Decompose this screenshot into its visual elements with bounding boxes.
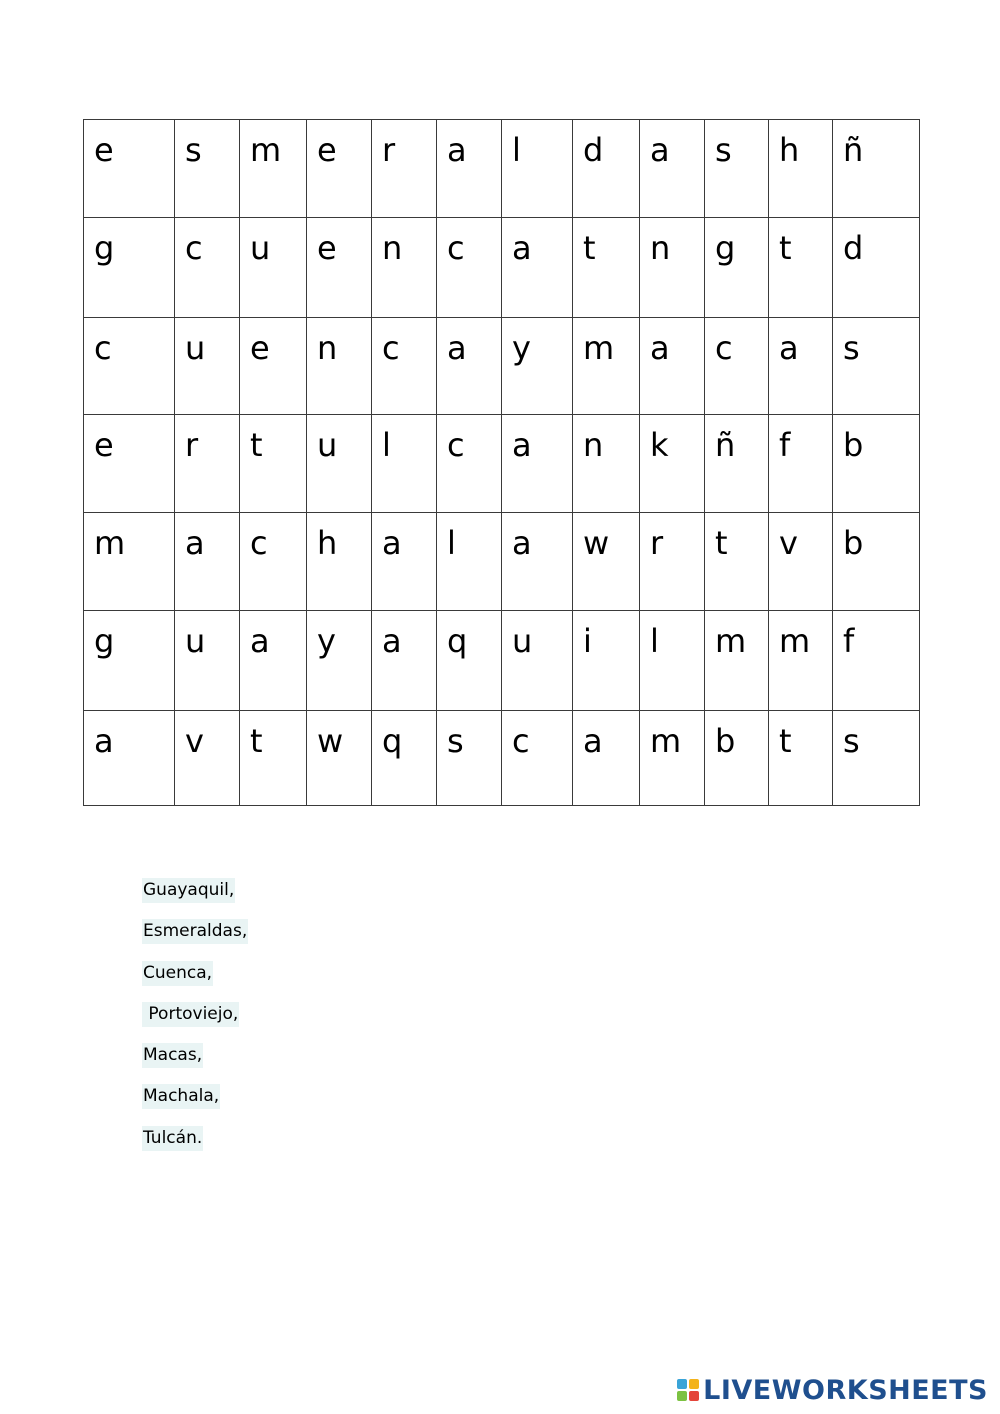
word-list-item: [142, 1126, 248, 1167]
grid-cell[interactable]: [769, 513, 833, 611]
word-label: Guayaquil,: [142, 878, 235, 903]
grid-letter: r: [382, 131, 396, 169]
grid-cell[interactable]: [240, 611, 307, 711]
word-label: Tulcán.: [142, 1126, 203, 1151]
grid-cell[interactable]: [705, 318, 769, 415]
word-list-item: [142, 878, 248, 919]
grid-letter: n: [382, 229, 403, 267]
grid-letter: b: [715, 722, 736, 760]
word-label: Macas,: [142, 1043, 203, 1068]
grid-letter: u: [185, 622, 206, 660]
mark-square: [677, 1391, 687, 1401]
grid-cell[interactable]: [240, 120, 307, 218]
grid-cell[interactable]: [372, 711, 437, 806]
grid-letter: m: [650, 722, 682, 760]
grid-letter: q: [382, 722, 403, 760]
grid-cell[interactable]: [437, 120, 502, 218]
grid-letter: c: [185, 229, 203, 267]
grid-cell[interactable]: [573, 513, 640, 611]
word-list: [142, 878, 248, 1167]
grid-cell[interactable]: [372, 415, 437, 513]
grid-letter: a: [185, 524, 205, 562]
grid-letter: r: [650, 524, 664, 562]
grid-cell[interactable]: [175, 415, 240, 513]
grid-letter: s: [843, 329, 860, 367]
grid-letter: b: [843, 426, 864, 464]
grid-letter: y: [317, 622, 336, 660]
grid-letter: c: [512, 722, 530, 760]
grid-cell[interactable]: [640, 513, 705, 611]
grid-cell[interactable]: [573, 120, 640, 218]
grid-cell[interactable]: [437, 513, 502, 611]
grid-letter: n: [317, 329, 338, 367]
grid-cell[interactable]: [705, 513, 769, 611]
grid-cell[interactable]: [437, 415, 502, 513]
grid-cell[interactable]: [502, 513, 573, 611]
grid-letter: a: [583, 722, 603, 760]
grid-row: [84, 218, 920, 318]
grid-cell[interactable]: [573, 415, 640, 513]
grid-letter: ñ: [843, 131, 864, 169]
grid-letter: d: [583, 131, 604, 169]
grid-cell[interactable]: [640, 218, 705, 318]
word-list-item: [142, 919, 248, 960]
grid-row: [84, 513, 920, 611]
grid-row: [84, 711, 920, 806]
grid-letter: e: [94, 131, 114, 169]
grid-cell[interactable]: [833, 120, 920, 218]
grid-cell[interactable]: [502, 318, 573, 415]
grid-cell[interactable]: [833, 513, 920, 611]
grid-cell[interactable]: [640, 318, 705, 415]
grid-letter: a: [382, 622, 402, 660]
grid-letter: c: [250, 524, 268, 562]
grid-letter: l: [650, 622, 659, 660]
word-label: Esmeraldas,: [142, 919, 248, 944]
grid-cell[interactable]: [307, 218, 372, 318]
grid-letter: u: [317, 426, 338, 464]
grid-cell[interactable]: [640, 711, 705, 806]
grid-letter: w: [583, 524, 610, 562]
mark-square: [689, 1379, 699, 1389]
grid-letter: ñ: [715, 426, 736, 464]
grid-letter: i: [583, 622, 592, 660]
word-list-item: [142, 1084, 248, 1125]
grid-letter: a: [650, 329, 670, 367]
grid-cell[interactable]: [240, 415, 307, 513]
grid-cell[interactable]: [437, 318, 502, 415]
grid-cell[interactable]: [175, 711, 240, 806]
word-list-item: [142, 961, 248, 1002]
grid-letter: e: [94, 426, 114, 464]
grid-letter: e: [250, 329, 270, 367]
grid-body: [84, 120, 920, 806]
grid-letter: c: [715, 329, 733, 367]
grid-letter: m: [779, 622, 811, 660]
grid-cell[interactable]: [437, 218, 502, 318]
grid-cell[interactable]: [307, 318, 372, 415]
grid-row: [84, 415, 920, 513]
grid-cell[interactable]: [175, 513, 240, 611]
grid-cell[interactable]: [769, 611, 833, 711]
grid-cell[interactable]: [705, 611, 769, 711]
grid-letter: r: [185, 426, 199, 464]
grid-letter: q: [447, 622, 468, 660]
word-search-grid: [83, 119, 920, 806]
grid-cell[interactable]: [705, 218, 769, 318]
grid-cell[interactable]: [573, 318, 640, 415]
grid-letter: a: [512, 229, 532, 267]
grid-cell[interactable]: [502, 415, 573, 513]
grid-cell[interactable]: [769, 218, 833, 318]
word-list-item: [142, 1002, 248, 1043]
grid-cell[interactable]: [573, 611, 640, 711]
grid-letter: a: [94, 722, 114, 760]
grid-cell[interactable]: [769, 415, 833, 513]
grid-letter: d: [843, 229, 864, 267]
grid-cell[interactable]: [833, 415, 920, 513]
grid-letter: g: [715, 229, 736, 267]
grid-cell[interactable]: [705, 120, 769, 218]
grid-cell[interactable]: [640, 611, 705, 711]
grid-letter: a: [650, 131, 670, 169]
grid-letter: a: [447, 329, 467, 367]
grid-letter: u: [512, 622, 533, 660]
grid-cell[interactable]: [307, 711, 372, 806]
mark-square: [677, 1379, 687, 1389]
grid-cell[interactable]: [84, 513, 175, 611]
grid-letter: s: [447, 722, 464, 760]
grid-letter: s: [185, 131, 202, 169]
grid-cell[interactable]: [372, 120, 437, 218]
grid-cell[interactable]: [705, 415, 769, 513]
grid-letter: m: [715, 622, 747, 660]
grid-cell[interactable]: [175, 120, 240, 218]
grid-letter: u: [185, 329, 206, 367]
grid-letter: v: [185, 722, 204, 760]
grid-cell[interactable]: [502, 218, 573, 318]
brand-name: LIVEWORKSHEETS: [703, 1374, 988, 1406]
grid-letter: n: [650, 229, 671, 267]
grid-letter: l: [512, 131, 521, 169]
grid-letter: l: [447, 524, 456, 562]
grid-letter: u: [250, 229, 271, 267]
word-label: Machala,: [142, 1084, 220, 1109]
grid-cell[interactable]: [175, 318, 240, 415]
grid-cell[interactable]: [769, 120, 833, 218]
grid-row: [84, 318, 920, 415]
grid-letter: a: [447, 131, 467, 169]
grid-cell[interactable]: [307, 611, 372, 711]
mark-square: [689, 1391, 699, 1401]
grid-letter: g: [94, 622, 115, 660]
grid-letter: h: [779, 131, 800, 169]
grid-cell[interactable]: [769, 318, 833, 415]
grid-cell[interactable]: [437, 611, 502, 711]
grid-letter: l: [382, 426, 391, 464]
grid-cell[interactable]: [240, 218, 307, 318]
grid-cell[interactable]: [240, 711, 307, 806]
grid-cell[interactable]: [84, 218, 175, 318]
grid-cell[interactable]: [833, 318, 920, 415]
grid-cell[interactable]: [833, 218, 920, 318]
grid-letter: t: [779, 722, 792, 760]
grid-cell[interactable]: [437, 711, 502, 806]
grid-cell[interactable]: [84, 711, 175, 806]
grid-letter: h: [317, 524, 338, 562]
grid-cell[interactable]: [372, 513, 437, 611]
grid-letter: e: [317, 229, 337, 267]
grid-letter: f: [779, 426, 791, 464]
grid-row: [84, 611, 920, 711]
grid-letter: a: [512, 426, 532, 464]
word-list-item: [142, 1043, 248, 1084]
grid-cell[interactable]: [372, 218, 437, 318]
grid-cell[interactable]: [372, 318, 437, 415]
grid-letter: a: [382, 524, 402, 562]
grid-cell[interactable]: [573, 711, 640, 806]
grid-cell[interactable]: [372, 611, 437, 711]
grid-letter: s: [843, 722, 860, 760]
grid-letter: c: [447, 229, 465, 267]
grid-letter: b: [843, 524, 864, 562]
grid-letter: y: [512, 329, 531, 367]
grid-row: [84, 120, 920, 218]
grid-cell[interactable]: [769, 711, 833, 806]
grid-letter: a: [512, 524, 532, 562]
grid-cell[interactable]: [84, 415, 175, 513]
grid-letter: f: [843, 622, 855, 660]
grid-letter: c: [447, 426, 465, 464]
grid-letter: c: [94, 329, 112, 367]
grid-cell[interactable]: [307, 120, 372, 218]
grid-cell[interactable]: [240, 513, 307, 611]
grid-letter: t: [715, 524, 728, 562]
grid-cell[interactable]: [705, 711, 769, 806]
grid-letter: s: [715, 131, 732, 169]
grid-letter: t: [250, 722, 263, 760]
grid-letter: w: [317, 722, 344, 760]
grid-letter: t: [250, 426, 263, 464]
grid-cell[interactable]: [84, 318, 175, 415]
grid-letter: g: [94, 229, 115, 267]
liveworksheets-logo: [677, 1374, 988, 1406]
grid-cell[interactable]: [833, 711, 920, 806]
grid-cell[interactable]: [640, 120, 705, 218]
grid-cell[interactable]: [502, 120, 573, 218]
liveworksheets-mark-icon: [677, 1379, 699, 1401]
grid-cell[interactable]: [502, 711, 573, 806]
grid-letter: m: [250, 131, 282, 169]
grid-letter: k: [650, 426, 669, 464]
grid-letter: e: [317, 131, 337, 169]
grid-letter: m: [583, 329, 615, 367]
grid-letter: a: [779, 329, 799, 367]
grid-cell[interactable]: [240, 318, 307, 415]
grid-cell[interactable]: [175, 611, 240, 711]
grid-cell[interactable]: [640, 415, 705, 513]
grid-letter: t: [583, 229, 596, 267]
grid-letter: c: [382, 329, 400, 367]
grid-cell[interactable]: [502, 611, 573, 711]
grid-letter: t: [779, 229, 792, 267]
grid-cell[interactable]: [175, 218, 240, 318]
grid-letter: n: [583, 426, 604, 464]
grid-cell[interactable]: [84, 611, 175, 711]
grid-cell[interactable]: [833, 611, 920, 711]
grid-cell[interactable]: [84, 120, 175, 218]
word-label: Cuenca,: [142, 961, 213, 986]
word-label: Portoviejo,: [142, 1002, 239, 1027]
grid-letter: a: [250, 622, 270, 660]
grid-cell[interactable]: [307, 415, 372, 513]
grid-letter: v: [779, 524, 798, 562]
grid-cell[interactable]: [307, 513, 372, 611]
grid-cell[interactable]: [573, 218, 640, 318]
grid-letter: m: [94, 524, 126, 562]
